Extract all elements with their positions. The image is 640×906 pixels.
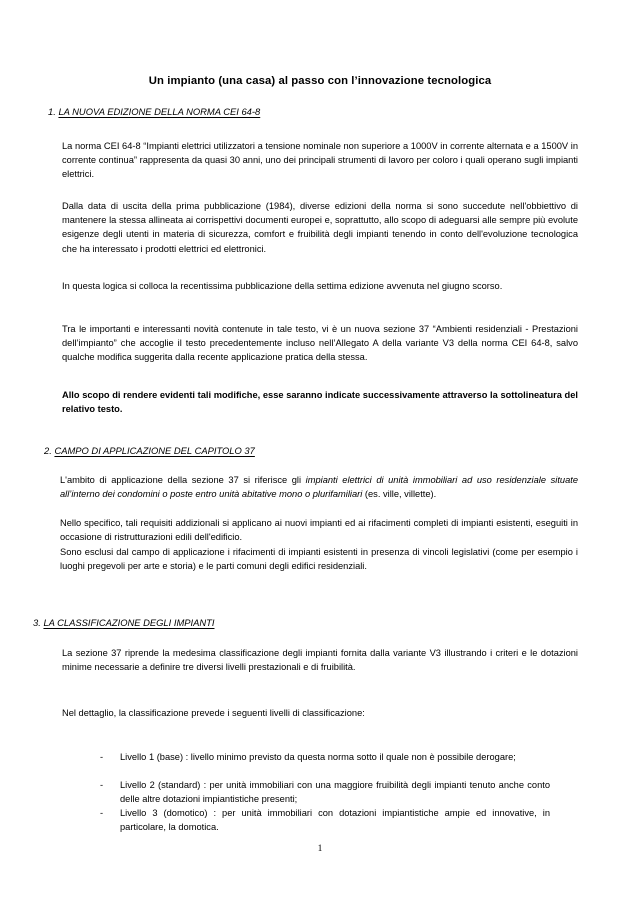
paragraph-1-1: La norma CEI 64-8 “Impianti elettrici utilizzatori a tensione nominale non superiore a 1000V in corrente alternata e a 1500V in corrente continua” rappresenta da quasi 30 anni, uno dei principali strumenti di lavoro per coloro i quali operano sugli impianti elettrici.	[62, 141, 578, 180]
dash-bullet-icon: -	[100, 752, 104, 762]
list-item	[100, 806, 550, 834]
section-heading-2	[44, 444, 255, 457]
section-heading-text-2: CAMPO DI APPLICAZIONE DEL CAPITOLO 37	[54, 445, 255, 456]
paragraph-1-4: Tra le importanti e interessanti novità contenute in tale testo, vi è un nuova sezione 37 “Ambienti residenziali - Prestazioni dell’impianto” che accoglie il testo precedentemente incluso nell’Allegato A della variante V3 della norma CEI 64-8, salvo qualche modifica suggerita dalla recente applicazione pratica della stessa.	[62, 324, 578, 363]
paragraph-3-2: Nel dettaglio, la classificazione prevede i seguenti livelli di classificazione:	[62, 708, 365, 718]
dash-bullet-icon: -	[100, 780, 104, 790]
section-heading-text-3: LA CLASSIFICAZIONE DEGLI IMPIANTI	[43, 617, 215, 628]
page-number: 1	[317, 844, 323, 854]
list-item-text: Livello 3 (domotico) : per unità immobiliari con dotazioni impiantistiche ampie ed innovative, in particolare, la domotica.	[120, 808, 550, 833]
paragraph-2-3: Sono esclusi dal campo di applicazione i rifacimenti di impianti esistenti in presenza di vincoli legislativi (come per esempio i luoghi pregevoli per arte e storia) e le parti comuni degli edifici residenziali.	[60, 547, 578, 572]
section-heading-1	[48, 105, 260, 118]
paragraph-2-1	[60, 473, 578, 501]
section-heading-3	[33, 616, 214, 629]
paragraph-2-1-lead: L'ambito di applicazione della sezione 37 si riferisce gli	[60, 475, 306, 485]
section-number-1: 1.	[48, 106, 56, 117]
paragraph-2-1-tail: (es. ville, villette).	[362, 489, 437, 500]
section-number-3: 3.	[33, 617, 41, 628]
paragraph-3-1: La sezione 37 riprende la medesima classificazione degli impianti fornita dalla variante V3 illustrando i criteri e le dotazioni minime necessarie a definire tre diversi livelli prestazionali e di fruibilità.	[62, 648, 578, 673]
paragraph-2-1-italic: impianti elettrici di unità immobiliari ad uso residenziale situate all’interno dei condomini o poste entro unità abitative mono o plurifamiliari	[60, 475, 578, 500]
paragraph-1-2: Dalla data di uscita della prima pubblicazione (1984), diverse edizioni della norma si sono succedute nell'obbiettivo di mantenere la stessa allineata ai corrispettivi documenti europei e, soprattutto, allo scopo di adeguarsi alle sempre più evolute esigenze degli utenti in materia di sicurezza, comfort e fruibilità degli impianti tenendo in conto dell'evoluzione tecnologica che ha interessato i prodotti elettrici ed elettronici.	[62, 201, 578, 254]
list-item	[100, 778, 550, 806]
dash-bullet-icon: -	[100, 808, 104, 818]
section-number-2: 2.	[44, 445, 52, 456]
list-item-text: Livello 2 (standard) : per unità immobiliari con una maggiore fruibilità degli impianti tenuto anche conto delle altre dotazioni impiantistiche presenti;	[120, 780, 550, 805]
paragraph-2-2: Nello specifico, tali requisiti addizionali si applicano ai nuovi impianti ed ai rifacimenti completi di impianti esistenti, eseguiti in occasione di ristrutturazioni edili dell'edificio.	[60, 518, 578, 543]
section-heading-text-1: LA NUOVA EDIZIONE DELLA NORMA CEI 64-8	[58, 106, 261, 117]
paragraph-1-3: In questa logica si colloca la recentissima pubblicazione della settima edizione avvenuta nel giugno scorso.	[62, 281, 503, 291]
list-item	[100, 750, 550, 764]
paragraph-1-5-bold: Allo scopo di rendere evidenti tali modifiche, esse saranno indicate successivamente attraverso la sottolineatura del relativo testo.	[62, 390, 578, 415]
list-item-text: Livello 1 (base) : livello minimo previsto da questa norma sotto il quale non è possibile derogare;	[120, 752, 516, 762]
page-title: Un impianto (una casa) al passo con l’innovazione tecnologica	[148, 75, 492, 87]
